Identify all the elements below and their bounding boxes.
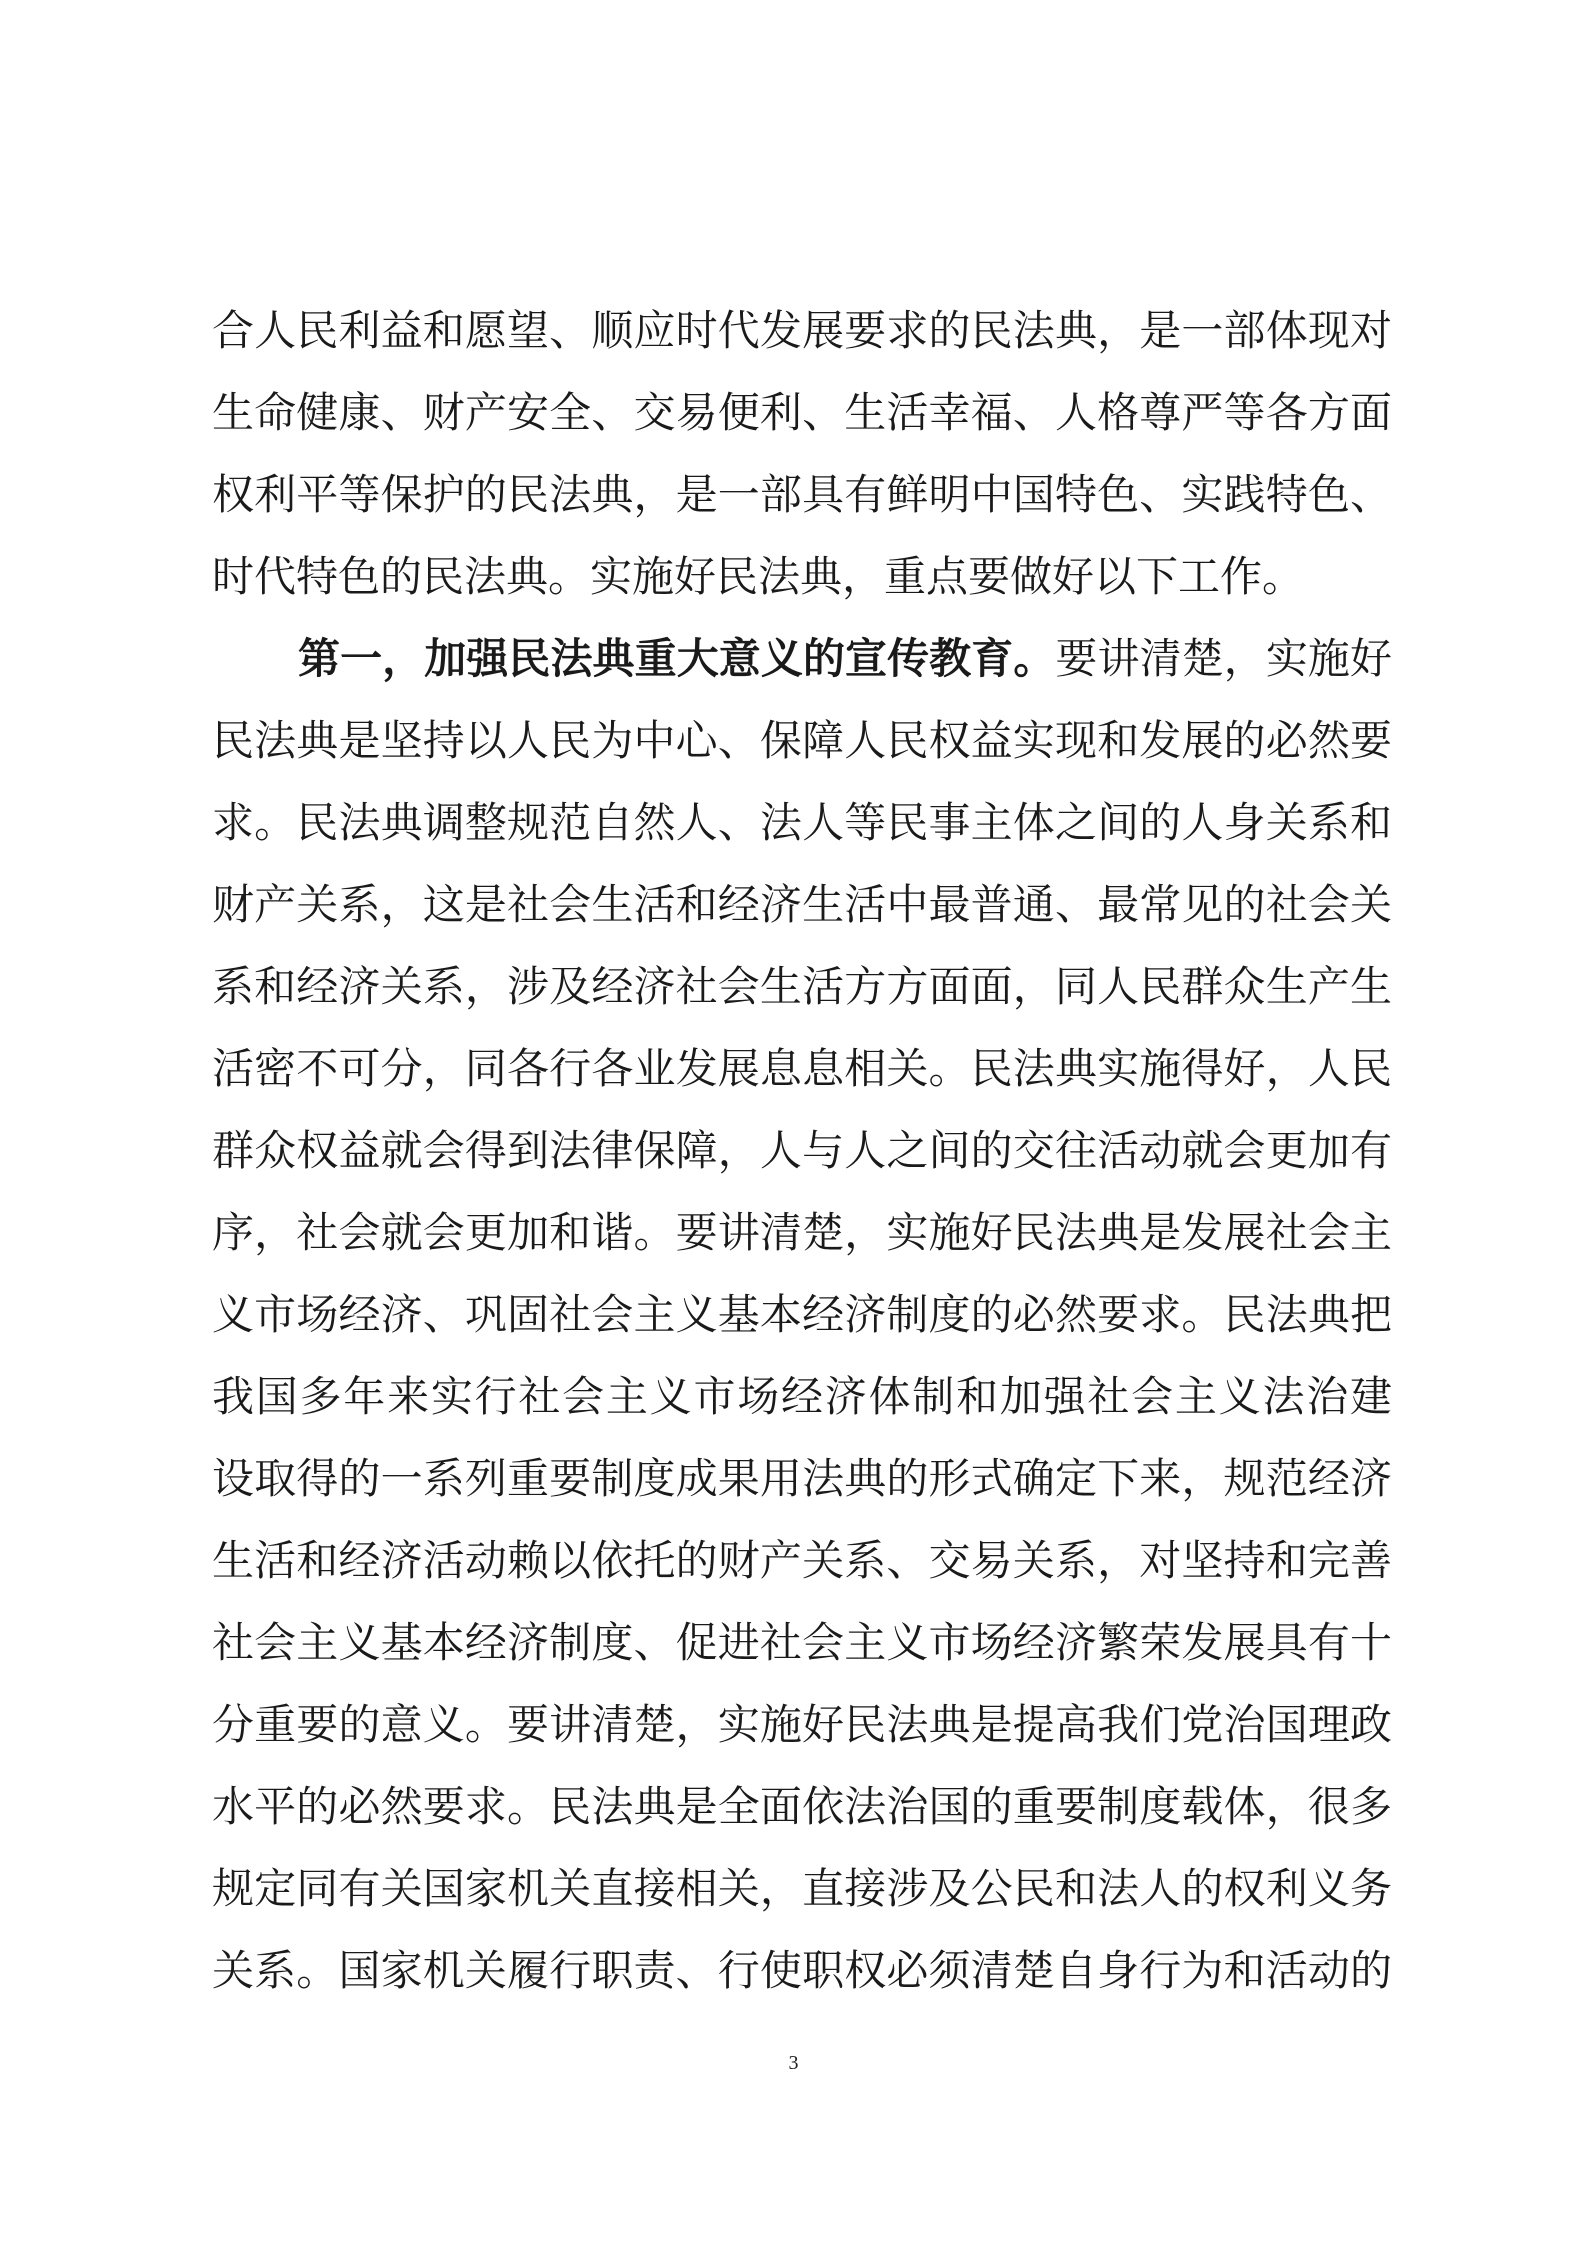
paragraph-2-line: 序，社会就会更加和谐。要讲清楚，实施好民法典是发展社会主: [212, 1208, 1392, 1257]
paragraph-2-line: 活密不可分，同各行各业发展息息相关。民法典实施得好，人民: [212, 1044, 1392, 1093]
paragraph-2-line: 民法典是坚持以人民为中心、保障人民权益实现和发展的必然要: [212, 716, 1392, 765]
paragraph-2-line: 生活和经济活动赖以依托的财产关系、交易关系，对坚持和完善: [212, 1536, 1392, 1585]
paragraph-2-line: 社会主义基本经济制度、促进社会主义市场经济繁荣发展具有十: [212, 1618, 1392, 1667]
paragraph-2-first-line-text: 要讲清楚，实施好: [1055, 634, 1392, 683]
paragraph-2-line: 分重要的意义。要讲清楚，实施好民法典是提高我们党治国理政: [212, 1700, 1392, 1749]
paragraph-2-line: 关系。国家机关履行职责、行使职权必须清楚自身行为和活动的: [212, 1946, 1392, 1995]
paragraph-2-first-line: [212, 618, 1392, 700]
paragraph-2-line: 财产关系，这是社会生活和经济生活中最普通、最常见的社会关: [212, 880, 1392, 929]
paragraph-2-line: 规定同有关国家机关直接相关，直接涉及公民和法人的权利义务: [212, 1864, 1392, 1913]
paragraph-1-line: 权利平等保护的民法典，是一部具有鲜明中国特色、实践特色、: [212, 470, 1392, 519]
paragraph-1-line: 生命健康、财产安全、交易便利、生活幸福、人格尊严等各方面: [212, 388, 1392, 437]
paragraph-1-line: 合人民利益和愿望、顺应时代发展要求的民法典，是一部体现对: [212, 306, 1392, 355]
body-text: [212, 290, 1392, 2012]
paragraph-2-lead-heading: 第一，加强民法典重大意义的宣传教育。: [298, 634, 1056, 683]
paragraph-2-line: 水平的必然要求。民法典是全面依法治国的重要制度载体，很多: [212, 1782, 1392, 1831]
paragraph-2-line: 设取得的一系列重要制度成果用法典的形式确定下来，规范经济: [212, 1454, 1392, 1503]
paragraph-2-line: 我国多年来实行社会主义市场经济体制和加强社会主义法治建: [212, 1372, 1392, 1421]
paragraph-1-line: 时代特色的民法典。实施好民法典，重点要做好以下工作。: [212, 552, 1305, 601]
paragraph-2-line: 求。民法典调整规范自然人、法人等民事主体之间的人身关系和: [212, 798, 1392, 847]
paragraph-2-line: 系和经济关系，涉及经济社会生活方方面面，同人民群众生产生: [212, 962, 1392, 1011]
page-number: 3: [788, 2052, 799, 2074]
paragraph-2-line: 群众权益就会得到法律保障，人与人之间的交往活动就会更加有: [212, 1126, 1392, 1175]
paragraph-2-line: 义市场经济、巩固社会主义基本经济制度的必然要求。民法典把: [212, 1290, 1392, 1339]
